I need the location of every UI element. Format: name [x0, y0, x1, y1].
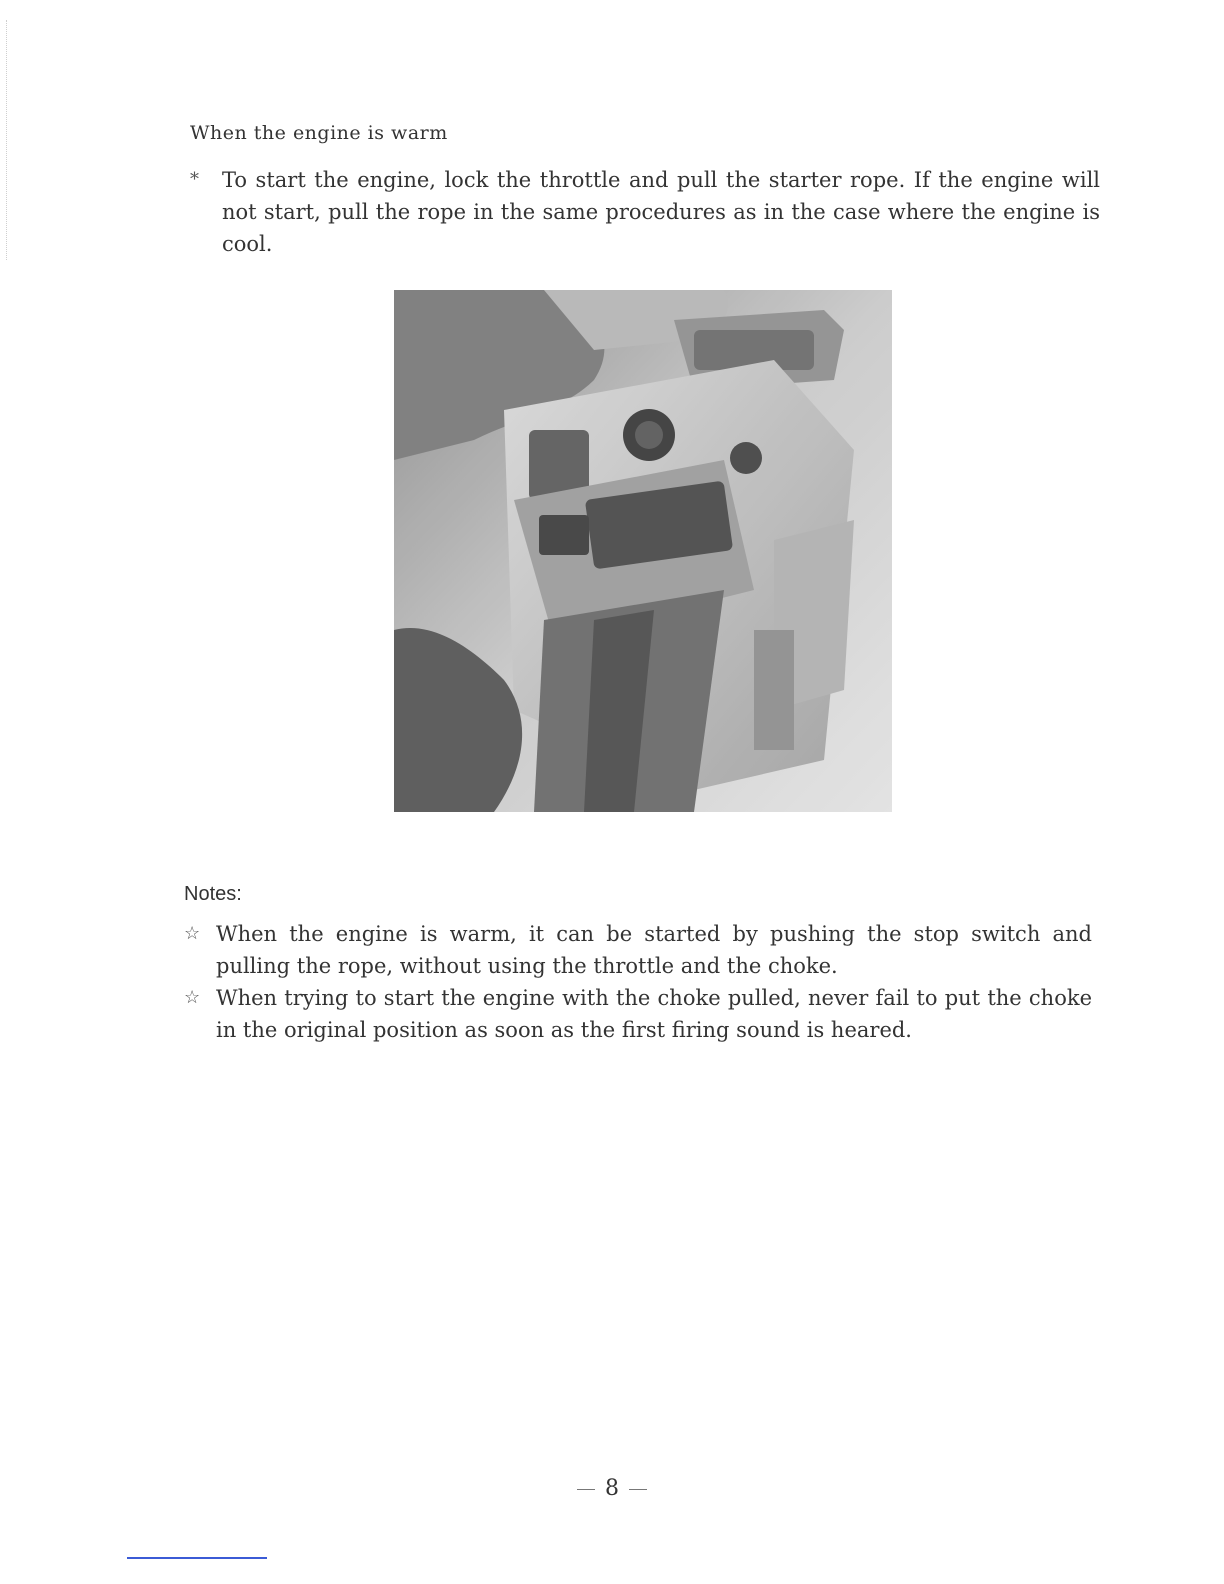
- note-text: When trying to start the engine with the choke pulled, never fail to put the choke in the original position as soon as the first firing sound is heared.: [216, 986, 1092, 1042]
- star-bullet-icon: ☆: [184, 923, 201, 944]
- dash-right-icon: [629, 1489, 647, 1490]
- note-item-1: [184, 918, 1092, 982]
- scan-margin-marks: [6, 20, 9, 260]
- page-number: [0, 1476, 1224, 1501]
- warm-start-text: To start the engine, lock the throttle and pull the starter rope. If the engine will not start, pull the rope in the same procedures as in the case where the engine is cool.: [222, 168, 1100, 256]
- dash-left-icon: [577, 1489, 595, 1490]
- page-number-value: 8: [605, 1476, 619, 1501]
- asterisk-bullet-icon: *: [190, 169, 199, 190]
- warm-start-instruction: [190, 164, 1100, 260]
- note-text: When the engine is warm, it can be started by pushing the stop switch and pulling the rope, without using the throttle and the choke.: [216, 922, 1092, 978]
- chainsaw-photo: [394, 290, 892, 812]
- footnote-rule: [127, 1557, 267, 1559]
- note-item-2: [184, 982, 1092, 1046]
- chainsaw-photo-icon: [394, 290, 892, 812]
- star-bullet-icon: ☆: [184, 987, 201, 1008]
- section-heading: When the engine is warm: [190, 122, 448, 144]
- notes-heading: Notes:: [184, 883, 242, 905]
